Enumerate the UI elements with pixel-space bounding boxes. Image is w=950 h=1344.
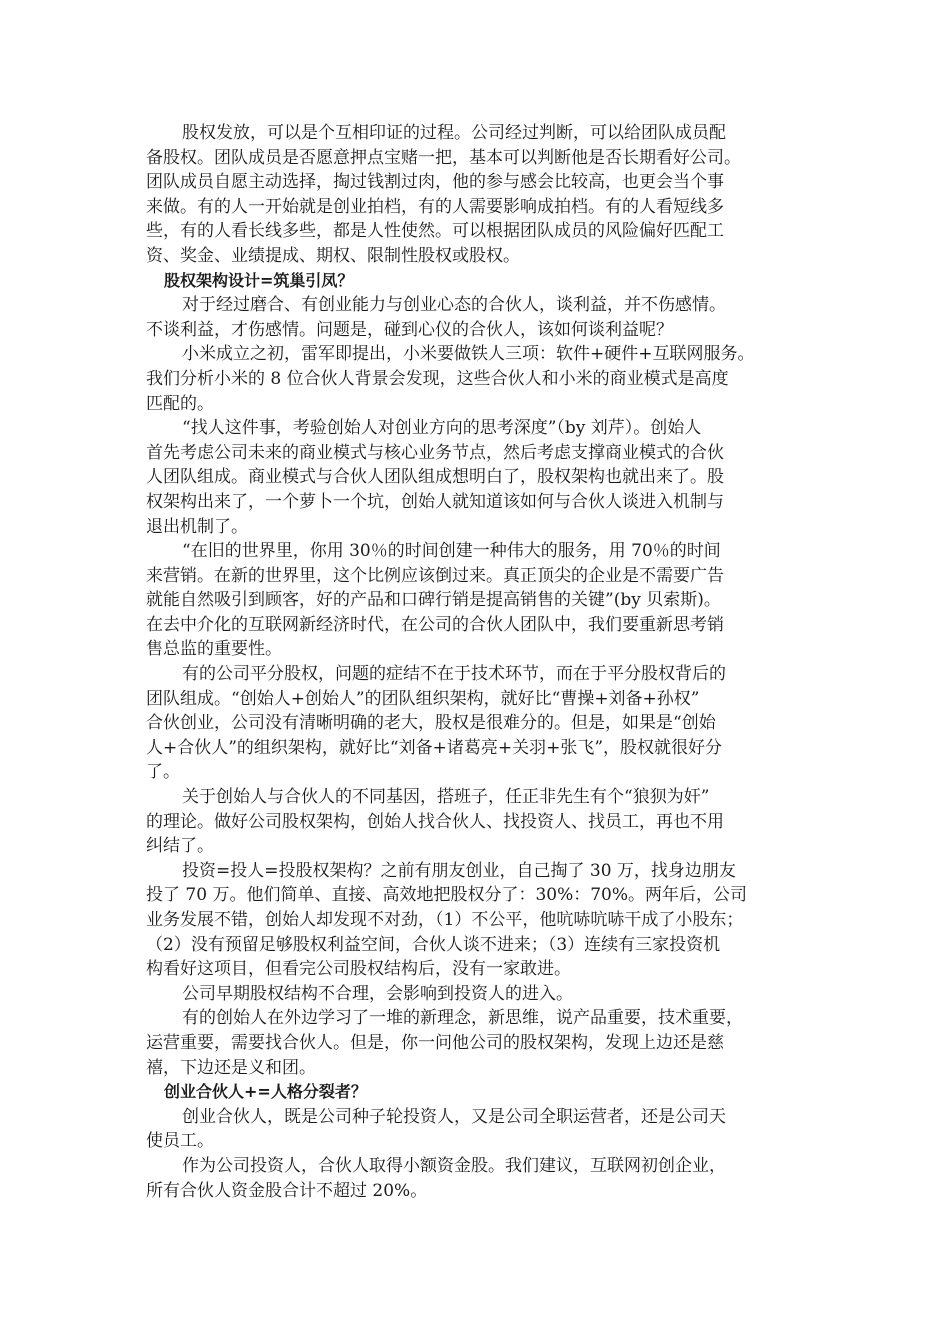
- paragraph-first-line: “在旧的世界里，你用 30％的时间创建一种伟大的服务，用 70％的时间: [182, 541, 721, 562]
- paragraph-line: 投了 70 万。他们简单、直接、高效地把股权分了：30%：70%。两年后，公司: [146, 885, 748, 906]
- paragraph-line: 人+合伙人”的组织架构，就好比“刘备+诸葛亮+关羽+张飞”，股权就很好分: [146, 737, 723, 758]
- paragraph-first-line: 对于经过磨合、有创业能力与创业心态的合伙人，谈利益，并不伤感情。: [182, 295, 726, 316]
- paragraph-first-line: 有的公司平分股权，问题的症结不在于技术环节，而在于平分股权背后的: [182, 664, 726, 685]
- paragraph-line: 使员工。: [146, 1131, 214, 1152]
- paragraph-first-line: 有的创始人在外边学习了一堆的新理念，新思维，说产品重要，技术重要，: [182, 1008, 743, 1029]
- paragraph-line: 业务发展不错，创始人却发现不对劲，（1）不公平，他吭哧吭哧干成了小股东；: [146, 910, 744, 930]
- paragraph-line: 售总监的重要性。: [146, 639, 282, 660]
- paragraph-line: 首先考虑公司未来的商业模式与核心业务节点，然后考虑支撑商业模式的合伙: [146, 442, 724, 463]
- paragraph-line: 禧，下边还是义和团。: [146, 1057, 316, 1078]
- paragraph-line: 资、奖金、业绩提成、期权、限制性股权或股权。: [146, 245, 520, 266]
- paragraph-line: 所有合伙人资金股合计不超过 20%。: [146, 1180, 428, 1201]
- document-page: [146, 121, 816, 1203]
- paragraph-line: 来做。有的人一开始就是创业拍档，有的人需要影响成拍档。有的人看短线多: [146, 196, 724, 217]
- paragraph-first-line: 作为公司投资人，合伙人取得小额资金股。我们建议，互联网初创企业，: [182, 1155, 726, 1176]
- paragraph-line: 构看好这项目，但看完公司股权结构后，没有一家敢进。: [146, 959, 571, 980]
- paragraph-line: 权架构出来了，一个萝卜一个坑，创始人就知道该如何与合伙人谈进入机制与: [146, 491, 724, 512]
- paragraph-line: 团队成员自愿主动选择，掏过钱割过肉，他的参与感会比较高，也更会当个事: [146, 172, 724, 193]
- paragraph-line: 不谈利益，才伤感情。问题是，碰到心仪的合伙人，该如何谈利益呢？: [146, 319, 673, 340]
- paragraph-first-line: 关于创始人与合伙人的不同基因，搭班子，任正非先生有个“狼狈为奸”: [182, 787, 710, 808]
- paragraph-first-line: 创业合伙人，既是公司种子轮投资人，又是公司全职运营者，还是公司天: [182, 1106, 726, 1127]
- paragraph-first-line: “找人这件事，考验创始人对创业方向的思考深度”（by 刘芹）。创始人: [182, 418, 702, 439]
- paragraph-line: 匹配的。: [146, 393, 214, 414]
- paragraph-line: 合伙创业，公司没有清晰明确的老大，股权是很难分的。但是，如果是“创始: [146, 713, 716, 734]
- paragraph-first-line: 公司早期股权结构不合理，会影响到投资人的进入。: [182, 983, 573, 1004]
- paragraph-first-line: 投资=投人=投股权架构？之前有朋友创业，自己掏了 30 万，找身边朋友: [182, 860, 736, 881]
- paragraph-line: 些，有的人看长线多些，都是人性使然。可以根据团队成员的风险偏好匹配工: [146, 221, 724, 242]
- paragraph-first-line: 股权发放，可以是个互相印证的过程。公司经过判断，可以给团队成员配: [182, 123, 726, 143]
- paragraph-line: 来营销。在新的世界里，这个比例应该倒过来。真正顶尖的企业是不需要广告: [146, 565, 724, 586]
- section-heading: 创业合伙人+=人格分裂者？: [164, 1082, 367, 1102]
- paragraph-line: 了。: [146, 762, 180, 783]
- paragraph-line: （2）没有预留足够股权利益空间，合伙人谈不进来；（3）连续有三家投资机: [146, 934, 721, 955]
- paragraph-line: 就能自然吸引到顾客，好的产品和口碑行销是提高销售的关键”(by 贝索斯)。: [146, 590, 721, 611]
- paragraph-line: 备股权。团队成员是否愿意押点宝赌一把，基本可以判断他是否长期看好公司。: [146, 147, 741, 168]
- paragraph-line: 运营重要，需要找合伙人。但是，你一问他公司的股权架构，发现上边还是慈: [146, 1032, 724, 1053]
- paragraph-line: 纠结了。: [146, 836, 214, 857]
- paragraph-line: 我们分析小米的 8 位合伙人背景会发现，这些合伙人和小米的商业模式是高度: [146, 368, 729, 389]
- paragraph-line: 在去中介化的互联网新经济时代，在公司的合伙人团队中，我们要重新思考销: [146, 614, 724, 635]
- section-heading: 股权架构设计=筑巢引凤？: [164, 270, 354, 290]
- paragraph-line: 团队组成。“创始人+创始人”的团队组织架构，就好比“曹操+刘备+孙权”: [146, 688, 700, 709]
- paragraph-line: 人团队组成。商业模式与合伙人团队组成想明白了，股权架构也就出来了。股: [146, 467, 724, 488]
- paragraph-line: 退出机制了。: [146, 516, 248, 537]
- paragraph-first-line: 小米成立之初，雷军即提出，小米要做铁人三项：软件+硬件+互联网服务。: [182, 344, 755, 365]
- paragraph-line: 的理论。做好公司股权架构，创始人找合伙人、找投资人、找员工，再也不用: [146, 811, 724, 832]
